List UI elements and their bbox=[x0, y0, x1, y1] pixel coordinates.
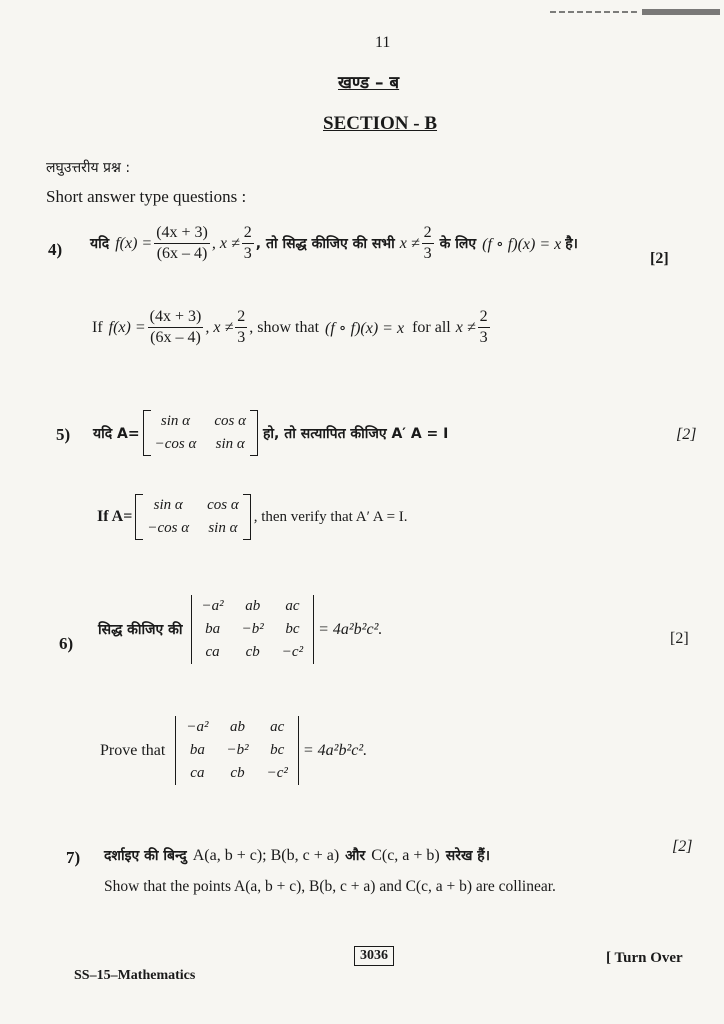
scan-smudge-mark bbox=[550, 8, 720, 16]
q6-determinant-hindi: −a² ab ac ba −b² bc ca cb −c² bbox=[193, 595, 313, 664]
question-6-marks: [2] bbox=[670, 630, 689, 647]
q5-matrix-hindi: sin α cos α −cos α sin α bbox=[146, 410, 255, 456]
q4-cond: , x ≠ bbox=[211, 234, 240, 252]
page-number: 11 bbox=[375, 34, 391, 51]
q4-hindi-mid: , तो सिद्ध कीजिए की सभी bbox=[255, 236, 395, 253]
question-5-number: 5) bbox=[56, 425, 71, 444]
question-4-hindi: यदि f(x) = $\frac{(4x + 3)}{(6x - 4)}$ , x ≠ $\frac{2}{3}$ , तो सिद्ध कीजिए की सभी x ≠ $\frac{2}{3}$ के लिए (f ∘ f)(x) = x है। bbox=[90, 224, 578, 263]
question-4-english: If f(x) = $\frac{(4x + 3)}{(6x - 4)}$ , x ≠ $\frac{2}{3}$ , show that (f ∘ f)(x) = x for all x ≠ $\frac{2}{3}$ bbox=[92, 308, 488, 347]
q4-func: f(x) = bbox=[115, 234, 153, 252]
question-4-number: 4) bbox=[48, 240, 63, 259]
subtitle-english: Short answer type questions : bbox=[46, 187, 247, 206]
question-7-english: Show that the points A(a, b + c), B(b, c + a) and C(c, a + b) are collinear. bbox=[104, 878, 556, 895]
question-6-hindi: सिद्ध कीजिए की −a² ab ac ba −b² bc ca cb −c² = 4a²b²c². bbox=[98, 595, 382, 664]
subject-code: SS–15–Mathematics bbox=[74, 968, 196, 983]
q4-hindi-prefix: यदि bbox=[90, 236, 110, 253]
q6-determinant-english: −a² ab ac ba −b² bc ca cb −c² bbox=[177, 716, 297, 785]
question-7-hindi: दर्शाइए की बिन्दु A(a, b + c); B(b, c + a) और C(c, a + b) सरेख हैं। bbox=[104, 846, 491, 864]
subtitle-hindi: लघुउत्तरीय प्रश्न : bbox=[46, 160, 131, 176]
question-6-english: Prove that −a² ab ac ba −b² bc ca cb −c² = 4a²b²c². bbox=[100, 716, 367, 785]
question-7-marks: [2] bbox=[672, 838, 693, 855]
question-5-marks: [2] bbox=[676, 426, 697, 443]
question-7-number: 7) bbox=[66, 848, 81, 867]
turn-over-label: [ Turn Over bbox=[606, 950, 683, 966]
q4-fraction: $\frac{(4x + 3)}{(6x - 4)}$ bbox=[156, 224, 208, 263]
question-6-number: 6) bbox=[59, 634, 74, 653]
question-5-english: If A= sin α cos α −cos α sin α , then verify that A′ A = I. bbox=[97, 494, 408, 540]
section-title-english: SECTION - B bbox=[323, 113, 438, 134]
q5-matrix-english: sin α cos α −cos α sin α bbox=[138, 494, 247, 540]
question-4-marks: [2] bbox=[650, 250, 669, 267]
section-title-hindi: खण्ड – ब bbox=[338, 73, 400, 93]
paper-number-box: 3036 bbox=[354, 946, 394, 966]
question-5-hindi: यदि A= sin α cos α −cos α sin α हो, तो सत्यापित कीजिए A′ A = I bbox=[93, 410, 448, 456]
